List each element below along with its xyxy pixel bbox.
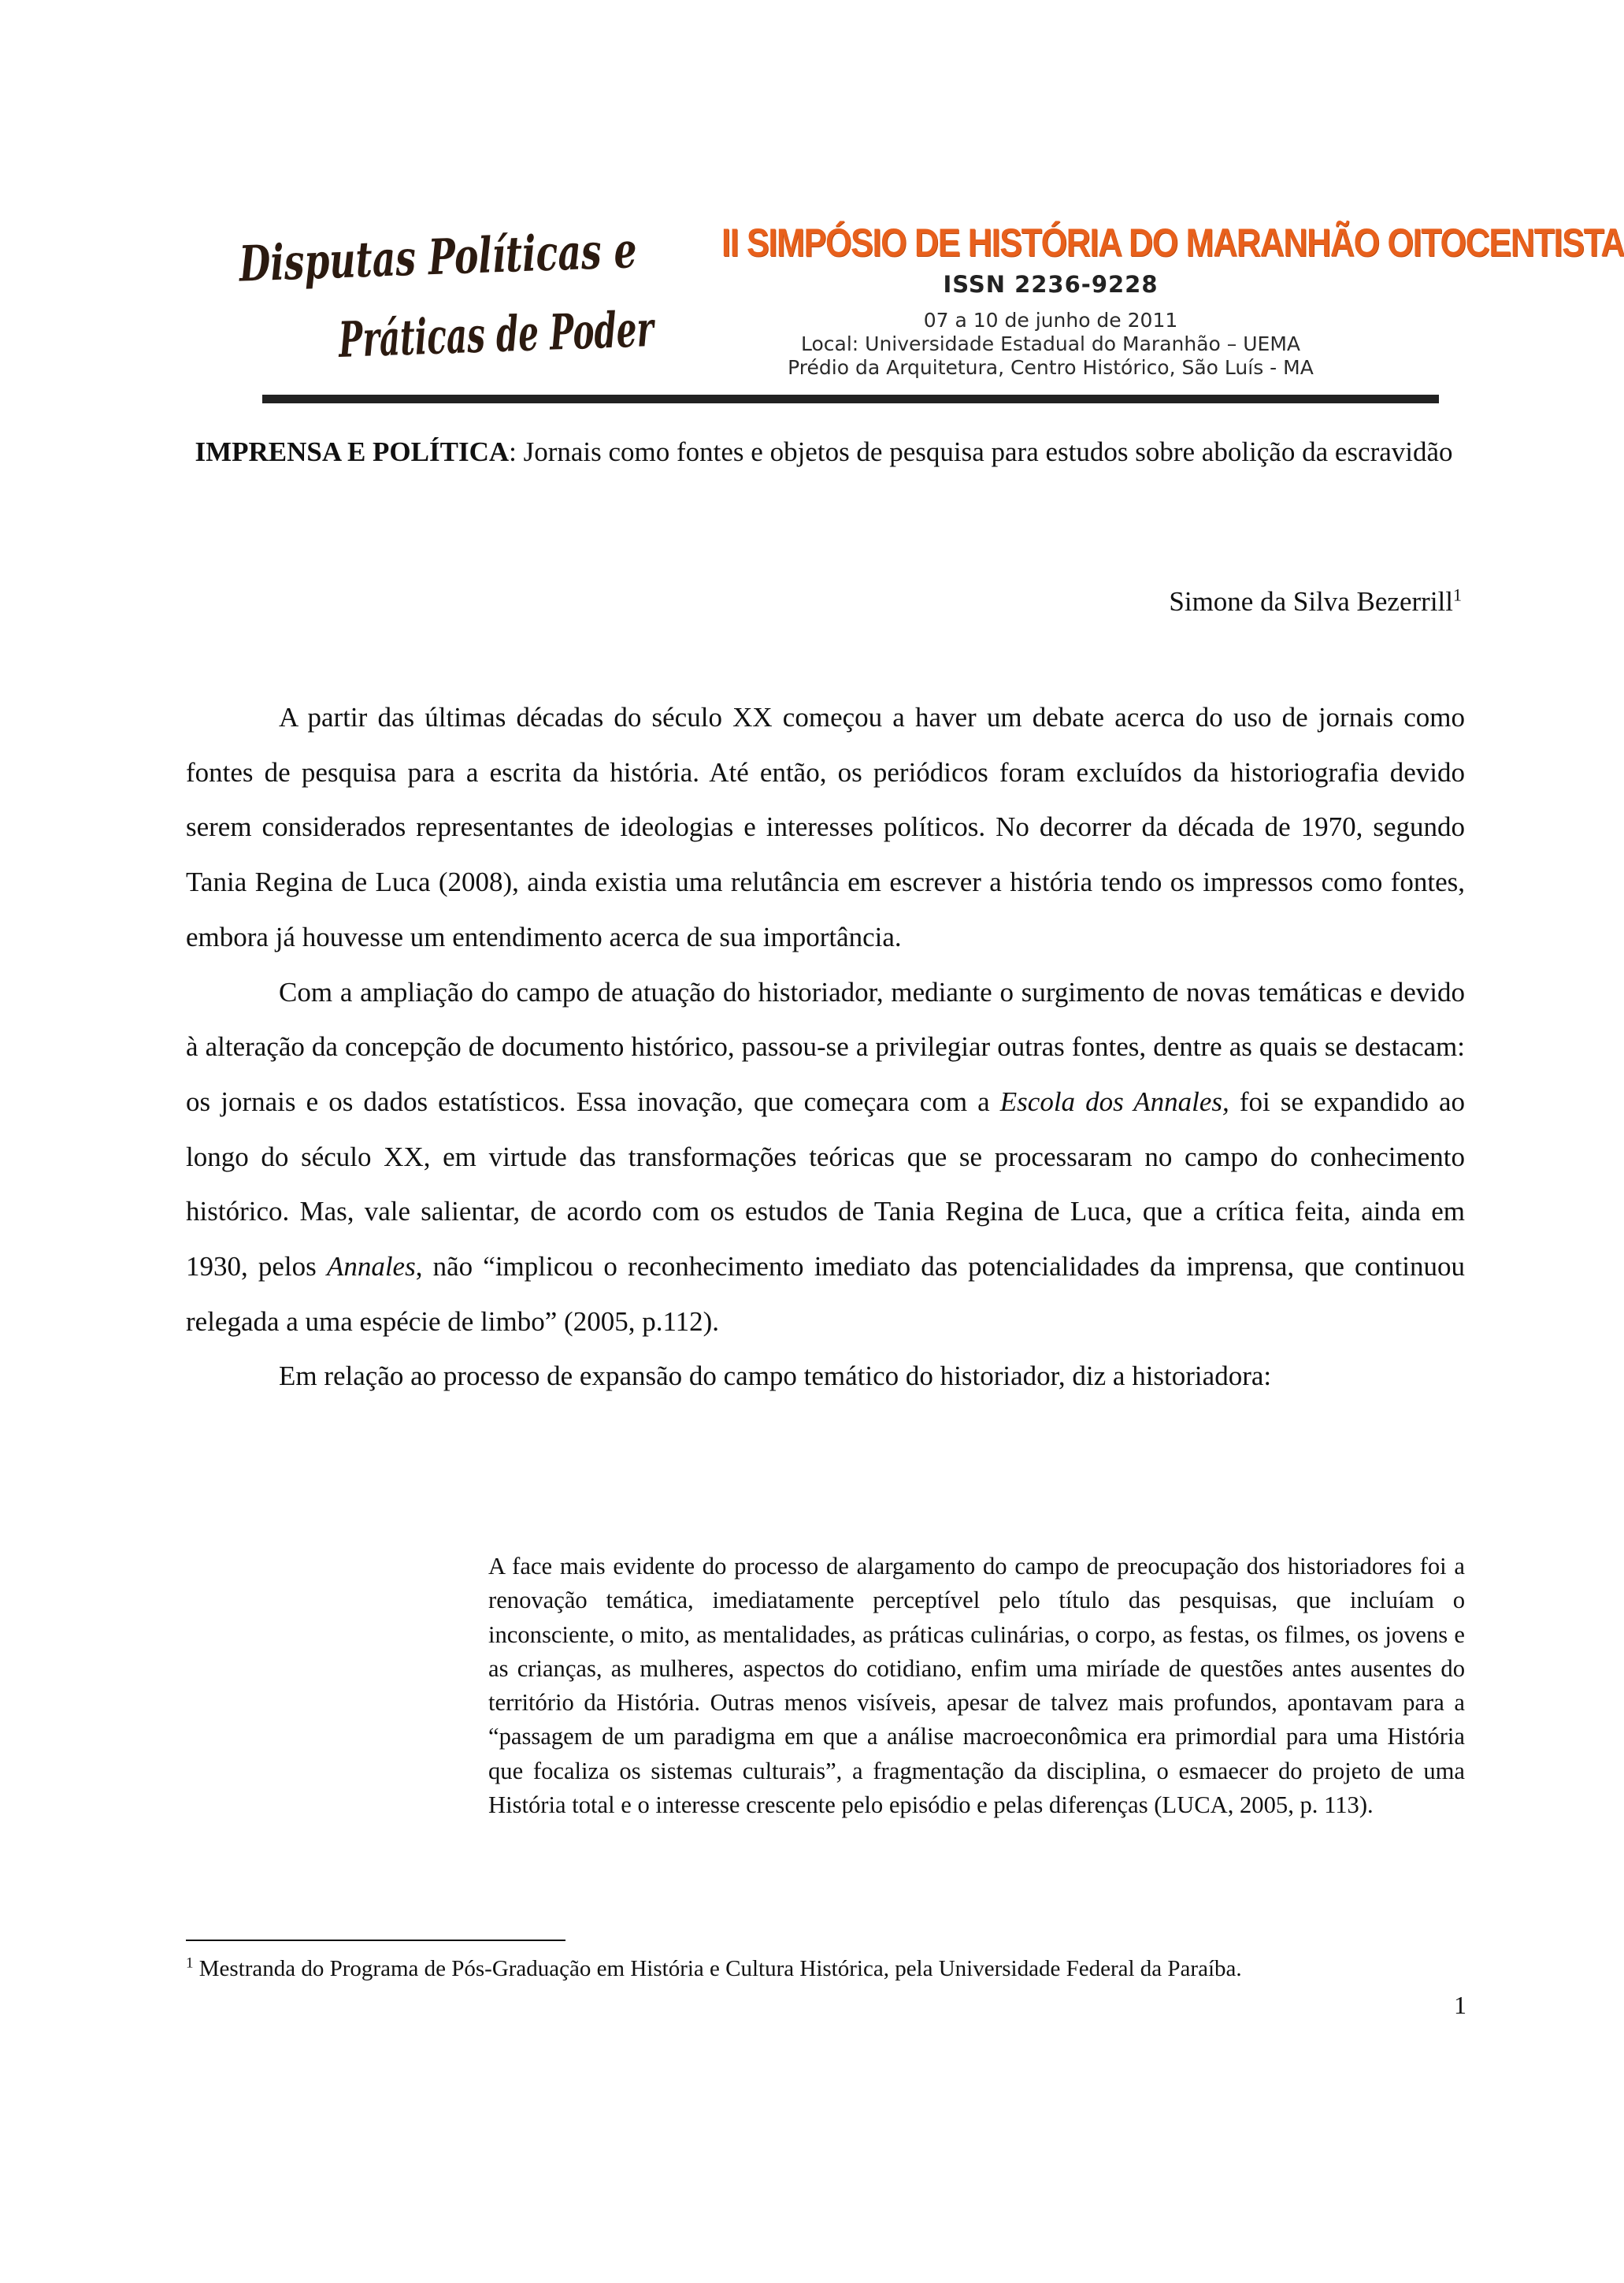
paragraph-3: Em relação ao processo de expansão do campo temático do historiador, diz a historiadora: — [279, 1361, 1272, 1392]
body-text — [186, 690, 1465, 1404]
footnote — [186, 1954, 1478, 1984]
footnote-divider — [186, 1940, 565, 1941]
logo-line-1: Disputas Políticas e — [238, 216, 780, 293]
paragraph-2-part-c: , não “implicou o reconhecimento imediato das potencialidades da imprensa, que continuou relegada a uma espécie de limbo” (2005, p.112). — [186, 1251, 1465, 1337]
paragraph-2 — [186, 965, 1465, 1349]
symposium-title: II SIMPÓSIO DE HISTÓRIA DO MARANHÃO OITOCENTISTA — [721, 221, 1624, 265]
footnote-text: Mestranda do Programa de Pós-Graduação em História e Cultura Histórica, pela Universidade Federal da Paraíba. — [193, 1956, 1242, 1981]
author-footnote-ref[interactable]: 1 — [1453, 585, 1462, 605]
paragraph-2-part-b: foi se expandido ao longo do século XX, em virtude das transformações teóricas que se processaram no campo do conhecimento histórico. Mas, vale salientar, de acordo com os estudos de Tania Regina de Luca, que a crítica feita, ainda em 1930, pelos — [186, 1086, 1465, 1283]
event-venue: Prédio da Arquitetura, Centro Histórico, São Luís - MA — [788, 356, 1314, 379]
paper-title — [186, 435, 1462, 470]
block-quote: A face mais evidente do processo de alargamento do campo de preocupação dos historiadores foi a renovação temática, imediatamente perceptível pelo título das pesquisas, que incluíam o inconsciente, o mito, as mentalidades, as práticas culinárias, o corpo, as festas, os filmes, os jovens e as crianças, as mulheres, aspectos do cotidiano, enfim uma miríade de questões antes ausentes do território da História. Outras menos visíveis, apesar de talvez mais profundos, apontavam para a “passagem de um paradigma em que a análise macroeconômica era primordial para uma História que focaliza os sistemas culturais”, a fragmentação da disciplina, o esmaecer do projeto de uma História total e o interesse crescente pelo episódio e pelas diferenças (LUCA, 2005, p. 113). — [488, 1553, 1465, 1819]
paper-title-subtitle: : Jornais como fontes e objetos de pesquisa para estudos sobre abolição da escravidão — [509, 436, 1453, 467]
event-dates: 07 a 10 de junho de 2011 — [923, 309, 1178, 332]
logo-line-2: Práticas de Poder — [337, 294, 822, 369]
conference-info — [668, 219, 1624, 380]
conference-script-logo — [236, 187, 822, 394]
footnote-marker: 1 — [186, 1954, 194, 1972]
paragraph-2-part-a: Com a ampliação do campo de atuação do historiador, mediante o surgimento de novas temáticas e devido à alteração da concepção de documento histórico, passou-se a privilegiar outras fontes, dentre as quais se destacam: os jornais e os dados estatísticos. Essa inovação, que começara com a — [186, 976, 1465, 1117]
issn-number: ISSN 2236-9228 — [943, 271, 1159, 298]
author-line — [1169, 585, 1462, 619]
paper-title-main: IMPRENSA E POLÍTICA — [195, 436, 510, 467]
author-name: Simone da Silva Bezerrill — [1169, 586, 1453, 617]
annales-italic: Annales — [326, 1251, 416, 1283]
conference-header — [236, 187, 1624, 394]
event-location: Local: Universidade Estadual do Maranhão – UEMA — [801, 332, 1300, 355]
escola-annales-italic: Escola dos Annales, — [999, 1086, 1229, 1117]
page-number: 1 — [1454, 1991, 1466, 2019]
paragraph-1: A partir das últimas décadas do século XX começou a haver um debate acerca do uso de jornais como fontes de pesquisa para a escrita da história. Até então, os periódicos foram excluídos da historiografia devido serem considerados representantes de ideologias e interesses políticos. No decorrer da década de 1970, segundo Tania Regina de Luca (2008), ainda existia uma relutância em escrever a história tendo os impressos como fontes, embora já houvesse um entendimento acerca de sua importância. — [186, 702, 1465, 952]
header-divider — [262, 395, 1439, 403]
